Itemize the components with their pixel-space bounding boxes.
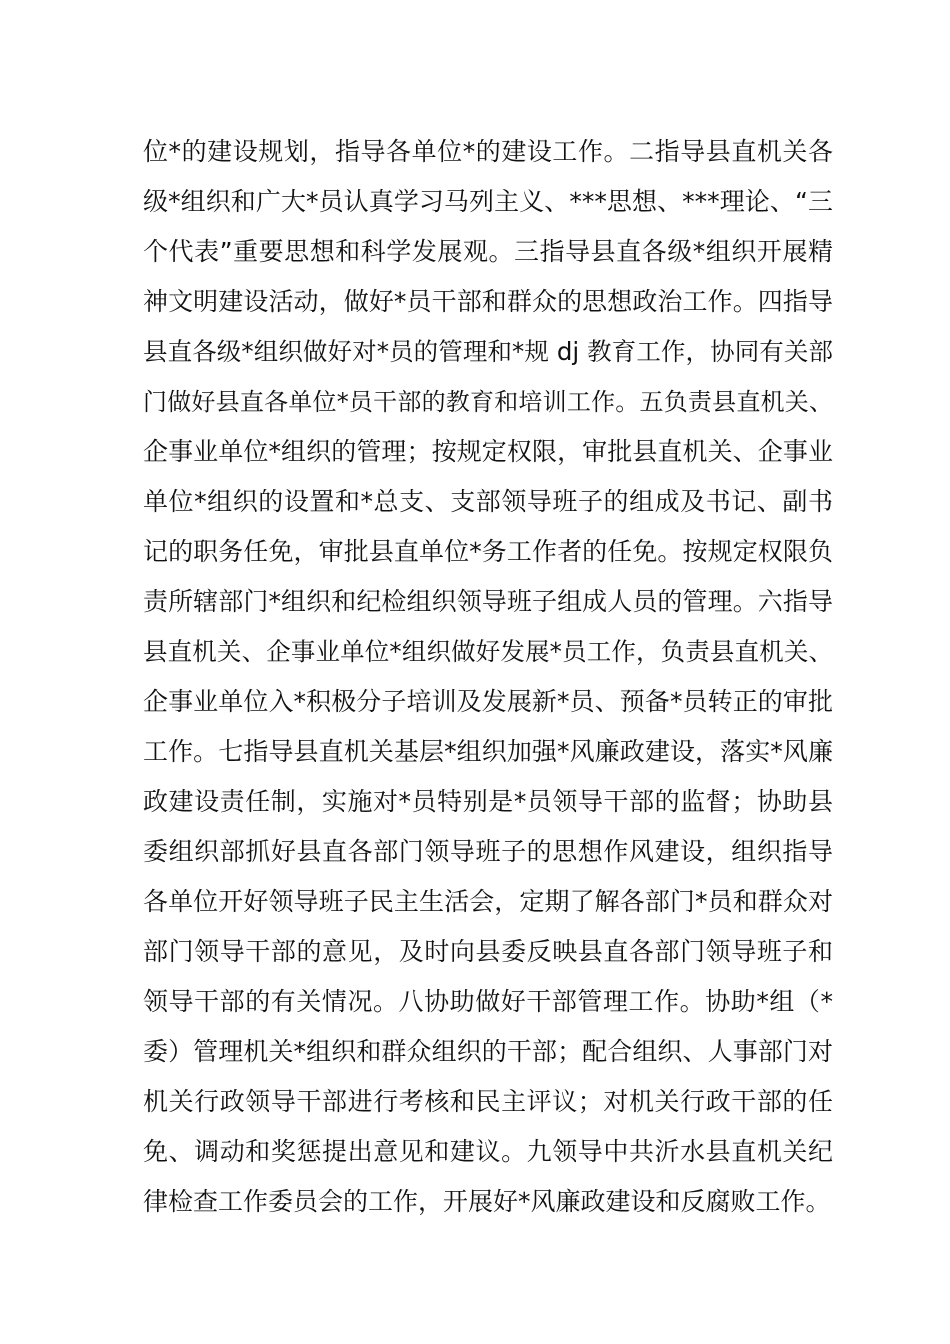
text-line: 企事业单位*组织的管理；按规定权限，审批县直机关、企事业: [143, 437, 833, 466]
text-line: 企事业单位入*积极分子培训及发展新*员、预备*员转正的审批: [143, 687, 833, 716]
text-line: 委）管理机关*组织和群众组织的干部；配合组织、人事部门对: [143, 1037, 833, 1066]
text-line: 位*的建设规划，指导各单位*的建设工作。二指导县直机关各: [143, 137, 833, 166]
text-line: 委组织部抓好县直各部门领导班子的思想作风建设，组织指导: [143, 837, 833, 866]
text-line: 级*组织和广大*员认真学习马列主义、***思想、***理论、“三: [143, 187, 833, 216]
text-line: 政建设责任制，实施对*员特别是*员领导干部的监督；协助县: [143, 787, 833, 816]
text-line: 门做好县直各单位*员干部的教育和培训工作。五负责县直机关、: [143, 388, 833, 416]
text-line: 机关行政领导干部进行考核和民主评议；对机关行政干部的任: [143, 1087, 833, 1116]
text-line: 县直机关、企事业单位*组织做好发展*员工作，负责县直机关、: [143, 637, 833, 666]
text-line: 记的职务任免，审批县直单位*务工作者的任免。按规定权限负: [143, 537, 833, 566]
body-paragraph: [143, 127, 833, 1227]
text-line: 个代表”重要思想和科学发展观。三指导县直各级*组织开展精: [143, 237, 833, 266]
text-line: 单位*组织的设置和*总支、支部领导班子的组成及书记、副书: [143, 487, 833, 516]
text-line: 律检查工作委员会的工作，开展好*风廉政建设和反腐败工作。: [143, 1187, 831, 1216]
text-line: 工作。七指导县直机关基层*组织加强*风廉政建设，落实*风廉: [143, 737, 833, 766]
text-line: 责所辖部门*组织和纪检组织领导班子组成人员的管理。六指导: [143, 587, 833, 616]
text-line: 各单位开好领导班子民主生活会，定期了解各部门*员和群众对: [143, 887, 833, 916]
text-line: 免、调动和奖惩提出意见和建议。九领导中共沂水县直机关纪: [143, 1137, 833, 1166]
text-line: 领导干部的有关情况。八协助做好干部管理工作。协助*组（*: [143, 987, 833, 1016]
text-line: 神文明建设活动，做好*员干部和群众的思想政治工作。四指导: [143, 287, 833, 316]
text-line: 县直各级*组织做好对*员的管理和*规 dj 教育工作，协同有关部: [143, 337, 833, 366]
text-line: 部门领导干部的意见，及时向县委反映县直各部门领导班子和: [143, 937, 833, 966]
